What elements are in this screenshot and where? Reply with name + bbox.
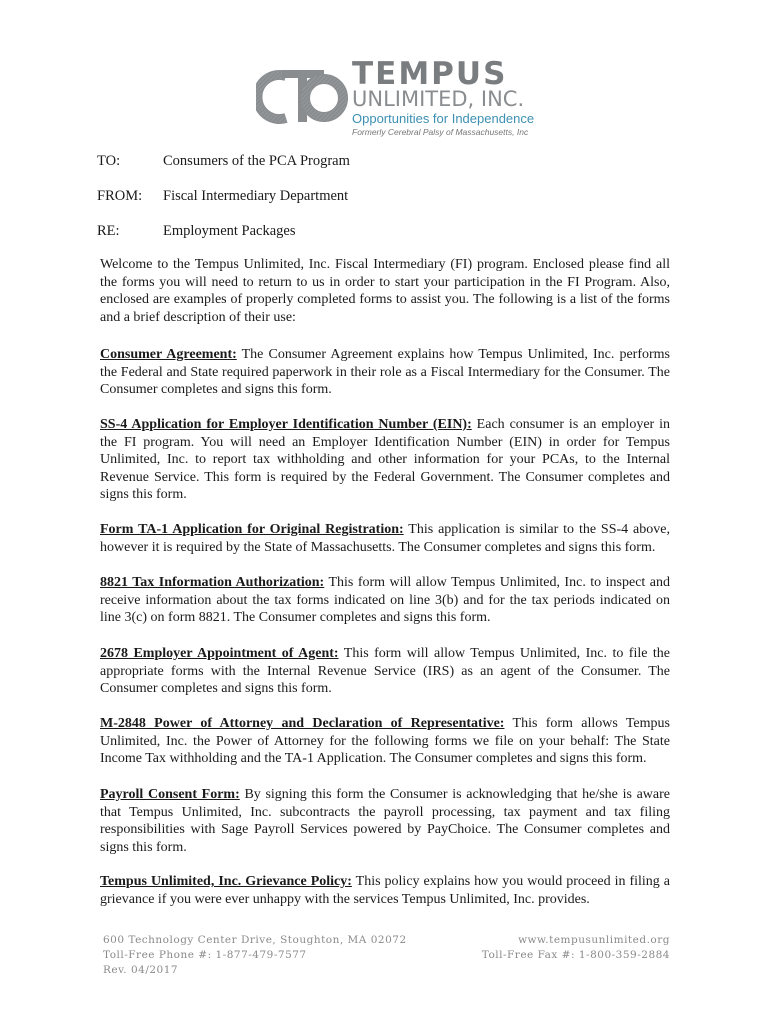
section-text: The Consumer Agreement explains how Tempus Unlimited, Inc. performs the Federal and State required paperwork in their role as a Fiscal Intermediary for the Consumer. The Consumer completes and signs this form. [100, 347, 670, 397]
memo-re [97, 222, 295, 240]
section-consumer-agreement [100, 346, 670, 399]
section-ss4 [100, 416, 670, 504]
memo-to-value: Consumers of the PCA Program [163, 153, 350, 169]
section-heading: Consumer Agreement: [100, 347, 237, 362]
footer-web [482, 933, 670, 963]
section-ta1 [100, 521, 670, 556]
memo-re-label: RE: [97, 223, 120, 239]
memo-to [97, 152, 350, 170]
section-heading: Payroll Consent Form: [100, 787, 240, 802]
section-heading: M-2848 Power of Attorney and Declaration of Representative: [100, 716, 505, 731]
section-text: Each consumer is an employer in the FI program. You will need an Employer Identification Number (EIN) in order for Tempus Unlimited, Inc. to report tax withholding and other information for your PCAs, to the Internal Revenue Service. This form is required by the Federal Government. The Consumer completes and signs this form. [100, 417, 670, 502]
cto-logo-icon [256, 64, 348, 130]
company-logo [256, 58, 546, 140]
section-heading: 2678 Employer Appointment of Agent: [100, 646, 339, 661]
memo-from [97, 187, 348, 205]
memo-re-value: Employment Packages [163, 223, 296, 239]
section-text: This application is similar to the SS-4 above, however it is required by the State of Massachusetts. The Consumer completes and signs this form. [100, 522, 670, 555]
footer-address: 600 Technology Center Drive, Stoughton, MA 02072 [103, 934, 407, 946]
section-2678 [100, 645, 670, 698]
intro-paragraph: Welcome to the Tempus Unlimited, Inc. Fiscal Intermediary (FI) program. Enclosed please find all the forms you will need to return to us in order to start your participation in the FI Program. Also, enclosed are examples of properly completed forms to assist you. The following is a list of the forms and a brief description of their use: [100, 257, 670, 325]
section-heading: Tempus Unlimited, Inc. Grievance Policy: [100, 874, 352, 889]
logo-name: TEMPUS [352, 56, 508, 92]
section-heading: Form TA-1 Application for Original Registration: [100, 522, 404, 537]
logo-formerly: Formerly Cerebral Palsy of Massachusetts, Inc [352, 127, 529, 137]
memo-from-label: FROM: [97, 188, 143, 204]
section-text: This form will allow Tempus Unlimited, Inc. to file the appropriate forms with the Internal Revenue Service (IRS) as an agent of the Consumer. The Consumer completes and signs this form. [100, 646, 670, 696]
section-8821 [100, 574, 670, 627]
section-heading: 8821 Tax Information Authorization: [100, 575, 325, 590]
memo-to-label: TO: [97, 153, 121, 169]
logo-subtitle: UNLIMITED, INC. [352, 87, 525, 111]
logo-tagline: Opportunities for Independence [352, 111, 535, 126]
section-m2848 [100, 715, 670, 768]
section-heading: SS-4 Application for Employer Identification Number (EIN): [100, 417, 472, 432]
footer-revision: Rev. 04/2017 [103, 964, 179, 976]
memo-from-value: Fiscal Intermediary Department [163, 188, 349, 204]
footer-phone: Toll-Free Phone #: 1-877-479-7577 [103, 949, 307, 961]
footer-website: www.tempusunlimited.org [518, 934, 670, 946]
section-grievance-policy [100, 873, 670, 908]
footer-contact [103, 933, 407, 978]
footer-fax: Toll-Free Fax #: 1-800-359-2884 [481, 949, 670, 961]
section-text: This policy explains how you would proceed in filing a grievance if you were ever unhappy with the services Tempus Unlimited, Inc. provides. [100, 874, 670, 907]
section-text: By signing this form the Consumer is acknowledging that he/she is aware that Tempus Unlimited, Inc. subcontracts the payroll processing, tax payment and tax filing responsibilities with Sage Payroll Services powered by PayChoice. The Consumer completes and signs this form. [100, 787, 671, 855]
section-text: This form will allow Tempus Unlimited, Inc. to inspect and receive information about the tax forms indicated on line 3(b) and for the tax periods indicated on line 3(c) on form 8821. The Consumer completes and signs this form. [100, 575, 670, 625]
section-payroll-consent [100, 786, 670, 856]
section-text: This form allows Tempus Unlimited, Inc. the Power of Attorney for the following forms we file on your behalf: The State Income Tax withholding and the TA-1 Application. The Consumer completes and signs this form. [100, 716, 670, 766]
